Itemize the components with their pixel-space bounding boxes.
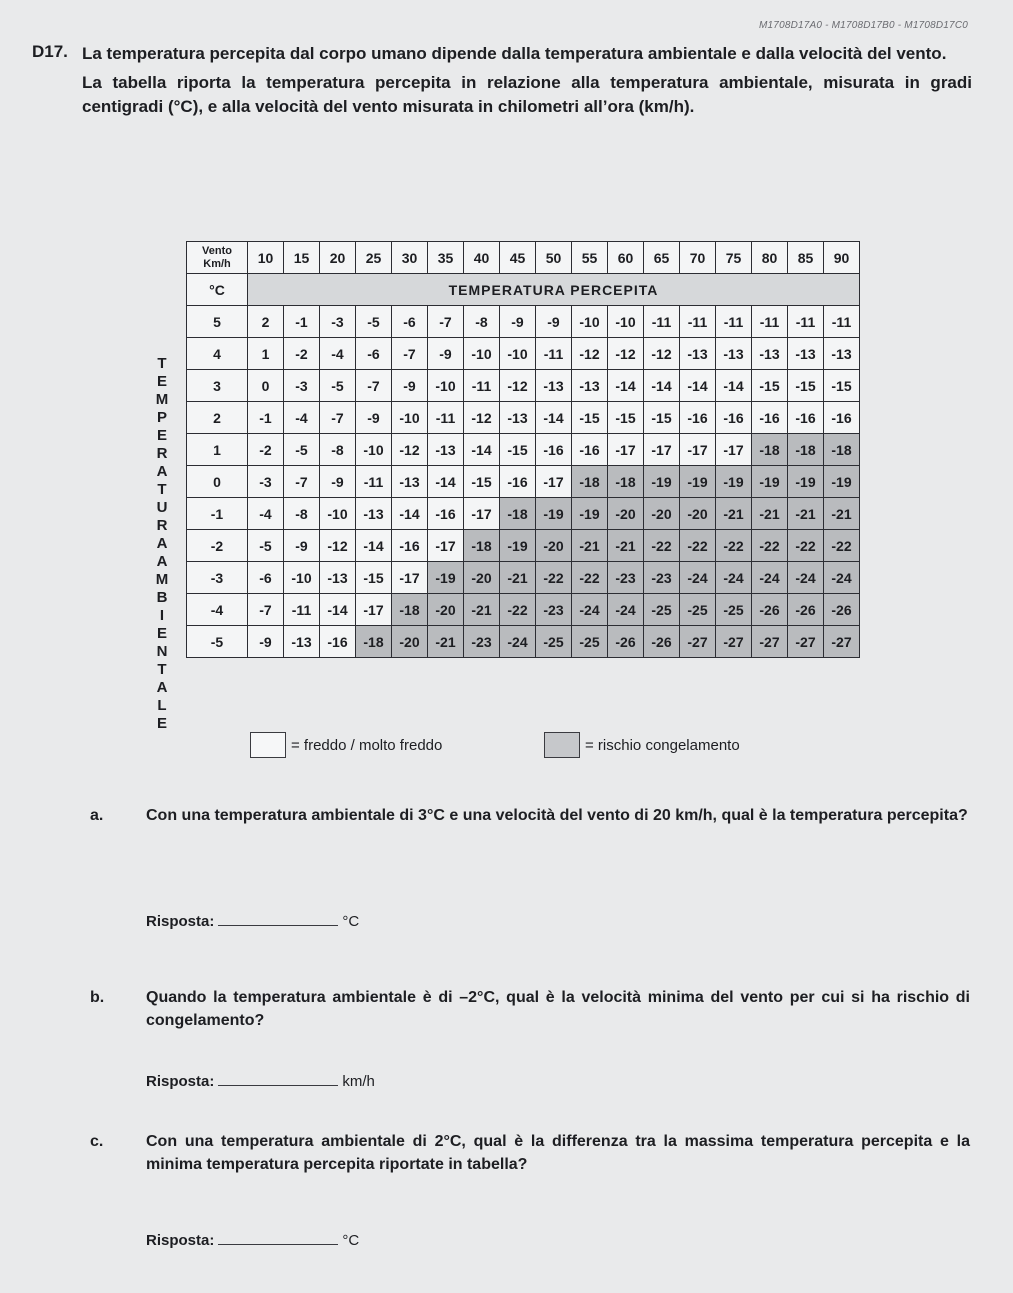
table-row <box>187 434 860 466</box>
table-row <box>187 370 860 402</box>
perceived-temperature-cell: -25 <box>644 594 680 626</box>
perceived-temperature-cell: -26 <box>752 594 788 626</box>
ambient-temperature-cell: 0 <box>187 466 248 498</box>
table-row <box>187 626 860 658</box>
perceived-temperature-cell: -19 <box>644 466 680 498</box>
perceived-temperature-cell: -13 <box>536 370 572 402</box>
perceived-temperature-cell: -15 <box>752 370 788 402</box>
perceived-temperature-cell: -14 <box>392 498 428 530</box>
perceived-temperature-cell: -18 <box>572 466 608 498</box>
wind-chill-table <box>186 241 860 658</box>
perceived-temperature-cell: -21 <box>752 498 788 530</box>
answer-unit: °C <box>342 1232 360 1249</box>
intro-paragraph-2: La tabella riporta la temperatura percepita in relazione alla temperatura ambientale, misurata in gradi centigradi (°C), e alla velocità del vento misurata in chilometri all’ora (km/h). <box>82 73 972 116</box>
perceived-temperature-cell: -15 <box>356 562 392 594</box>
perceived-temperature-cell: -22 <box>536 562 572 594</box>
perceived-temperature-cell: -5 <box>284 434 320 466</box>
wind-speed-header: 60 <box>608 242 644 274</box>
answer-c-blank[interactable] <box>218 1244 338 1245</box>
wind-speed-header: 90 <box>824 242 860 274</box>
perceived-temperature-cell: -18 <box>752 434 788 466</box>
perceived-temperature-cell: -18 <box>608 466 644 498</box>
perceived-temperature-cell: -24 <box>824 562 860 594</box>
perceived-temperature-cell: 0 <box>248 370 284 402</box>
perceived-temperature-cell: -26 <box>644 626 680 658</box>
part-letter: a. <box>90 807 104 824</box>
perceived-temperature-cell: -22 <box>752 530 788 562</box>
perceived-temperature-cell: -15 <box>788 370 824 402</box>
perceived-temperature-cell: -2 <box>248 434 284 466</box>
perceived-temperature-cell: -19 <box>680 466 716 498</box>
perceived-temperature-cell: -12 <box>608 338 644 370</box>
perceived-temperature-cell: -27 <box>716 626 752 658</box>
wind-speed-header: 10 <box>248 242 284 274</box>
perceived-temperature-cell: -19 <box>752 466 788 498</box>
legend-congelamento <box>544 732 740 758</box>
perceived-temperature-cell: -20 <box>428 594 464 626</box>
perceived-temperature-cell: -8 <box>284 498 320 530</box>
perceived-temperature-cell: -7 <box>320 402 356 434</box>
perceived-temperature-cell: -9 <box>536 306 572 338</box>
ambient-temperature-axis-label: T E M P E R A T U R A A M B I E N T A L E <box>155 355 169 732</box>
perceived-temperature-cell: -9 <box>320 466 356 498</box>
perceived-temperature-band: TEMPERATURA PERCEPITA <box>248 274 860 306</box>
ambient-temperature-cell: 1 <box>187 434 248 466</box>
part-text: Con una temperatura ambientale di 3°C e una velocità del vento di 20 km/h, qual è la temperatura percepita? <box>146 807 968 824</box>
perceived-temperature-cell: -18 <box>464 530 500 562</box>
perceived-temperature-cell: -7 <box>428 306 464 338</box>
answer-a-blank[interactable] <box>218 925 338 926</box>
perceived-temperature-cell: -19 <box>824 466 860 498</box>
perceived-temperature-cell: -14 <box>464 434 500 466</box>
answer-b <box>146 1073 375 1090</box>
question-part-a <box>90 804 970 827</box>
perceived-temperature-cell: -10 <box>284 562 320 594</box>
perceived-temperature-cell: 1 <box>248 338 284 370</box>
perceived-temperature-cell: -5 <box>248 530 284 562</box>
perceived-temperature-cell: -1 <box>284 306 320 338</box>
perceived-temperature-cell: -13 <box>824 338 860 370</box>
perceived-temperature-cell: -21 <box>608 530 644 562</box>
perceived-temperature-cell: -14 <box>320 594 356 626</box>
question-part-c <box>90 1130 970 1176</box>
perceived-temperature-cell: -16 <box>572 434 608 466</box>
perceived-temperature-cell: -16 <box>680 402 716 434</box>
perceived-temperature-cell: -16 <box>392 530 428 562</box>
perceived-temperature-cell: -21 <box>824 498 860 530</box>
perceived-temperature-cell: -11 <box>824 306 860 338</box>
legend-grey-swatch <box>544 732 580 758</box>
perceived-temperature-cell: -7 <box>248 594 284 626</box>
wind-speed-header: 65 <box>644 242 680 274</box>
wind-speed-header: 30 <box>392 242 428 274</box>
perceived-temperature-cell: -13 <box>392 466 428 498</box>
ambient-temperature-cell: 3 <box>187 370 248 402</box>
perceived-temperature-cell: -26 <box>608 626 644 658</box>
perceived-temperature-cell: -19 <box>572 498 608 530</box>
table-row <box>187 466 860 498</box>
perceived-temperature-cell: -9 <box>248 626 284 658</box>
perceived-temperature-cell: -25 <box>536 626 572 658</box>
perceived-temperature-cell: -7 <box>392 338 428 370</box>
ambient-temperature-cell: 2 <box>187 402 248 434</box>
perceived-temperature-cell: -22 <box>680 530 716 562</box>
perceived-temperature-cell: -27 <box>752 626 788 658</box>
ambient-temperature-cell: -5 <box>187 626 248 658</box>
wind-speed-header: 45 <box>500 242 536 274</box>
perceived-temperature-cell: -21 <box>428 626 464 658</box>
perceived-temperature-cell: -15 <box>500 434 536 466</box>
table-row <box>187 498 860 530</box>
perceived-temperature-cell: -14 <box>356 530 392 562</box>
answer-label: Risposta: <box>146 1232 215 1249</box>
perceived-temperature-cell: -10 <box>608 306 644 338</box>
perceived-temperature-cell: -18 <box>500 498 536 530</box>
perceived-temperature-cell: -17 <box>644 434 680 466</box>
perceived-temperature-cell: -14 <box>644 370 680 402</box>
perceived-temperature-cell: -19 <box>428 562 464 594</box>
perceived-temperature-cell: -26 <box>788 594 824 626</box>
perceived-temperature-cell: -3 <box>248 466 284 498</box>
celsius-unit-label: °C <box>187 274 248 306</box>
perceived-temperature-cell: -11 <box>752 306 788 338</box>
perceived-temperature-cell: -21 <box>572 530 608 562</box>
perceived-temperature-cell: -19 <box>788 466 824 498</box>
perceived-temperature-cell: -6 <box>356 338 392 370</box>
answer-label: Risposta: <box>146 913 215 930</box>
perceived-temperature-cell: -10 <box>464 338 500 370</box>
perceived-temperature-cell: -5 <box>356 306 392 338</box>
table-row <box>187 338 860 370</box>
table-row <box>187 306 860 338</box>
table-row <box>187 530 860 562</box>
perceived-temperature-cell: -2 <box>284 338 320 370</box>
perceived-temperature-cell: -23 <box>464 626 500 658</box>
perceived-temperature-cell: -8 <box>464 306 500 338</box>
ambient-temperature-cell: -1 <box>187 498 248 530</box>
perceived-temperature-cell: -22 <box>500 594 536 626</box>
perceived-temperature-cell: -21 <box>500 562 536 594</box>
perceived-temperature-cell: -22 <box>716 530 752 562</box>
answer-c <box>146 1232 359 1249</box>
perceived-temperature-cell: -12 <box>500 370 536 402</box>
perceived-temperature-cell: -24 <box>752 562 788 594</box>
perceived-temperature-cell: -13 <box>572 370 608 402</box>
perceived-temperature-cell: -17 <box>392 562 428 594</box>
perceived-temperature-cell: -14 <box>680 370 716 402</box>
perceived-temperature-cell: -4 <box>320 338 356 370</box>
perceived-temperature-cell: -4 <box>284 402 320 434</box>
perceived-temperature-cell: -7 <box>284 466 320 498</box>
perceived-temperature-cell: -19 <box>500 530 536 562</box>
question-intro <box>82 42 972 124</box>
perceived-temperature-cell: -10 <box>572 306 608 338</box>
legend-white-swatch <box>250 732 286 758</box>
perceived-temperature-cell: -15 <box>644 402 680 434</box>
perceived-temperature-cell: -15 <box>608 402 644 434</box>
wind-speed-header: 70 <box>680 242 716 274</box>
perceived-temperature-cell: -12 <box>392 434 428 466</box>
wind-speed-header: 40 <box>464 242 500 274</box>
perceived-temperature-cell: -24 <box>572 594 608 626</box>
question-part-b <box>90 986 970 1032</box>
perceived-temperature-cell: -11 <box>680 306 716 338</box>
wind-speed-header: 80 <box>752 242 788 274</box>
part-letter: b. <box>90 989 105 1006</box>
perceived-temperature-cell: -16 <box>716 402 752 434</box>
perceived-temperature-cell: -16 <box>788 402 824 434</box>
perceived-temperature-cell: -24 <box>716 562 752 594</box>
perceived-temperature-cell: -27 <box>824 626 860 658</box>
perceived-temperature-cell: -20 <box>608 498 644 530</box>
perceived-temperature-cell: -8 <box>320 434 356 466</box>
perceived-temperature-cell: -6 <box>248 562 284 594</box>
ambient-temperature-cell: 4 <box>187 338 248 370</box>
perceived-temperature-cell: -9 <box>428 338 464 370</box>
wind-speed-header: 15 <box>284 242 320 274</box>
perceived-temperature-cell: -11 <box>356 466 392 498</box>
part-text: Con una temperatura ambientale di 2°C, qual è la differenza tra la massima temperatura percepita e la minima temperatura percepita riportate in tabella? <box>146 1133 970 1173</box>
perceived-temperature-cell: 2 <box>248 306 284 338</box>
perceived-temperature-cell: -13 <box>500 402 536 434</box>
perceived-temperature-cell: -3 <box>320 306 356 338</box>
perceived-temperature-cell: -1 <box>248 402 284 434</box>
perceived-temperature-cell: -18 <box>824 434 860 466</box>
perceived-temperature-cell: -17 <box>428 530 464 562</box>
answer-a <box>146 913 359 930</box>
perceived-temperature-cell: -12 <box>572 338 608 370</box>
intro-paragraph-1: La temperatura percepita dal corpo umano dipende dalla temperatura ambientale e dalla velocità del vento. <box>82 44 947 63</box>
answer-unit: °C <box>342 913 360 930</box>
perceived-temperature-cell: -11 <box>284 594 320 626</box>
perceived-temperature-cell: -11 <box>464 370 500 402</box>
perceived-temperature-cell: -24 <box>608 594 644 626</box>
legend-freddo <box>250 732 442 758</box>
perceived-temperature-cell: -16 <box>500 466 536 498</box>
perceived-temperature-cell: -12 <box>464 402 500 434</box>
perceived-temperature-cell: -13 <box>356 498 392 530</box>
perceived-temperature-cell: -20 <box>464 562 500 594</box>
wind-speed-header: 35 <box>428 242 464 274</box>
perceived-temperature-cell: -24 <box>680 562 716 594</box>
perceived-temperature-cell: -17 <box>356 594 392 626</box>
perceived-temperature-cell: -17 <box>608 434 644 466</box>
perceived-temperature-cell: -23 <box>608 562 644 594</box>
perceived-temperature-cell: -11 <box>428 402 464 434</box>
perceived-temperature-cell: -9 <box>500 306 536 338</box>
table-row <box>187 594 860 626</box>
perceived-temperature-cell: -10 <box>320 498 356 530</box>
perceived-temperature-cell: -3 <box>284 370 320 402</box>
perceived-temperature-cell: -27 <box>788 626 824 658</box>
perceived-temperature-cell: -22 <box>788 530 824 562</box>
perceived-temperature-cell: -20 <box>536 530 572 562</box>
perceived-temperature-cell: -26 <box>824 594 860 626</box>
perceived-temperature-cell: -23 <box>644 562 680 594</box>
perceived-temperature-cell: -11 <box>536 338 572 370</box>
part-text: Quando la temperatura ambientale è di –2°C, qual è la velocità minima del vento per cui si ha rischio di congelamento? <box>146 989 970 1029</box>
perceived-temperature-cell: -9 <box>392 370 428 402</box>
perceived-temperature-cell: -17 <box>716 434 752 466</box>
wind-speed-header: 20 <box>320 242 356 274</box>
perceived-temperature-cell: -16 <box>536 434 572 466</box>
part-letter: c. <box>90 1133 104 1150</box>
wind-speed-corner-label: Vento Km/h <box>187 242 248 274</box>
item-code: M1708D17A0 - M1708D17B0 - M1708D17C0 <box>759 20 968 31</box>
perceived-temperature-cell: -16 <box>752 402 788 434</box>
perceived-temperature-cell: -15 <box>464 466 500 498</box>
perceived-temperature-cell: -17 <box>680 434 716 466</box>
perceived-temperature-cell: -4 <box>248 498 284 530</box>
ambient-temperature-cell: 5 <box>187 306 248 338</box>
perceived-temperature-cell: -14 <box>716 370 752 402</box>
perceived-temperature-cell: -18 <box>356 626 392 658</box>
perceived-temperature-cell: -16 <box>824 402 860 434</box>
perceived-temperature-cell: -10 <box>500 338 536 370</box>
perceived-temperature-cell: -10 <box>356 434 392 466</box>
perceived-temperature-cell: -7 <box>356 370 392 402</box>
perceived-temperature-cell: -15 <box>824 370 860 402</box>
ambient-temperature-cell: -3 <box>187 562 248 594</box>
perceived-temperature-cell: -20 <box>644 498 680 530</box>
perceived-temperature-cell: -24 <box>788 562 824 594</box>
perceived-temperature-cell: -6 <box>392 306 428 338</box>
perceived-temperature-cell: -16 <box>320 626 356 658</box>
legend-freddo-label: = freddo / molto freddo <box>291 736 443 754</box>
perceived-temperature-cell: -18 <box>392 594 428 626</box>
ambient-temperature-cell: -4 <box>187 594 248 626</box>
perceived-temperature-cell: -11 <box>788 306 824 338</box>
ambient-temperature-cell: -2 <box>187 530 248 562</box>
perceived-temperature-cell: -14 <box>536 402 572 434</box>
perceived-temperature-cell: -10 <box>392 402 428 434</box>
perceived-temperature-cell: -12 <box>644 338 680 370</box>
perceived-temperature-cell: -17 <box>536 466 572 498</box>
wind-speed-header: 85 <box>788 242 824 274</box>
perceived-temperature-cell: -5 <box>320 370 356 402</box>
perceived-temperature-cell: -25 <box>572 626 608 658</box>
table-row <box>187 562 860 594</box>
legend-congelamento-label: = rischio congelamento <box>585 736 740 754</box>
table-row <box>187 402 860 434</box>
perceived-temperature-cell: -14 <box>608 370 644 402</box>
perceived-temperature-cell: -22 <box>824 530 860 562</box>
perceived-temperature-cell: -21 <box>716 498 752 530</box>
perceived-temperature-cell: -13 <box>428 434 464 466</box>
perceived-temperature-cell: -25 <box>716 594 752 626</box>
perceived-temperature-cell: -21 <box>464 594 500 626</box>
perceived-temperature-cell: -9 <box>356 402 392 434</box>
perceived-temperature-cell: -22 <box>572 562 608 594</box>
wind-speed-header: 75 <box>716 242 752 274</box>
perceived-temperature-cell: -17 <box>464 498 500 530</box>
perceived-temperature-cell: -15 <box>572 402 608 434</box>
perceived-temperature-cell: -19 <box>536 498 572 530</box>
perceived-temperature-cell: -13 <box>320 562 356 594</box>
wind-speed-header: 55 <box>572 242 608 274</box>
perceived-temperature-cell: -27 <box>680 626 716 658</box>
perceived-temperature-cell: -11 <box>644 306 680 338</box>
perceived-temperature-cell: -12 <box>320 530 356 562</box>
wind-speed-header: 50 <box>536 242 572 274</box>
perceived-temperature-cell: -18 <box>788 434 824 466</box>
perceived-temperature-cell: -11 <box>716 306 752 338</box>
perceived-temperature-cell: -9 <box>284 530 320 562</box>
answer-unit: km/h <box>342 1073 375 1090</box>
perceived-temperature-cell: -13 <box>788 338 824 370</box>
perceived-temperature-cell: -13 <box>284 626 320 658</box>
answer-b-blank[interactable] <box>218 1085 338 1086</box>
answer-label: Risposta: <box>146 1073 215 1090</box>
perceived-temperature-cell: -13 <box>752 338 788 370</box>
perceived-temperature-cell: -24 <box>500 626 536 658</box>
perceived-temperature-cell: -16 <box>428 498 464 530</box>
perceived-temperature-cell: -10 <box>428 370 464 402</box>
perceived-temperature-cell: -23 <box>536 594 572 626</box>
question-id: D17. <box>32 42 68 61</box>
perceived-temperature-cell: -14 <box>428 466 464 498</box>
perceived-temperature-cell: -13 <box>716 338 752 370</box>
perceived-temperature-cell: -21 <box>788 498 824 530</box>
perceived-temperature-cell: -22 <box>644 530 680 562</box>
wind-speed-header: 25 <box>356 242 392 274</box>
perceived-temperature-cell: -19 <box>716 466 752 498</box>
perceived-temperature-cell: -20 <box>680 498 716 530</box>
perceived-temperature-cell: -25 <box>680 594 716 626</box>
perceived-temperature-cell: -20 <box>392 626 428 658</box>
perceived-temperature-cell: -13 <box>680 338 716 370</box>
